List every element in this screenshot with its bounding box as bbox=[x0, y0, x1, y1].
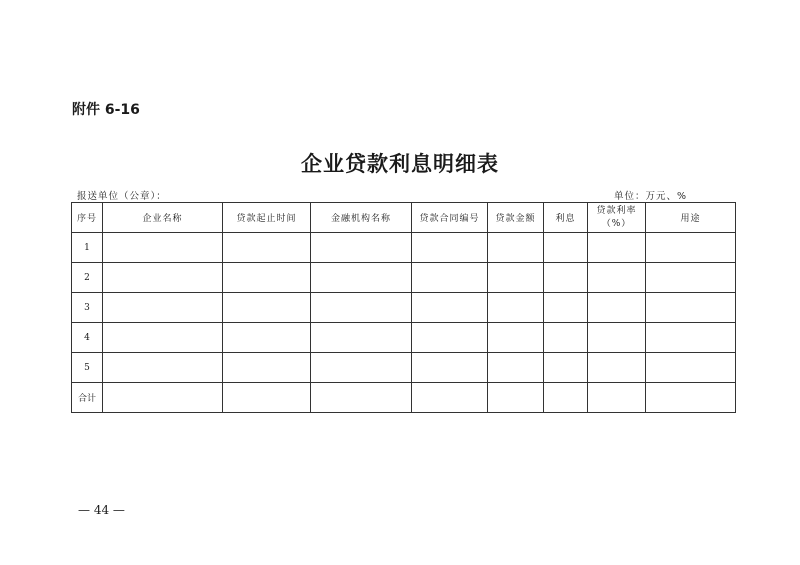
company-name-cell bbox=[103, 293, 223, 323]
purpose-cell bbox=[646, 293, 736, 323]
table-header bbox=[72, 203, 736, 233]
interest-cell bbox=[544, 233, 588, 263]
loan-amount-cell bbox=[488, 263, 544, 293]
table-row bbox=[72, 233, 736, 263]
header-cell-company-name: 企业名称 bbox=[103, 203, 223, 233]
page-number: — 44 — bbox=[78, 503, 125, 517]
row-index-cell: 2 bbox=[72, 263, 103, 293]
loan-period-cell bbox=[223, 353, 311, 383]
loan-period-cell bbox=[223, 383, 311, 413]
contract-number-cell bbox=[412, 263, 488, 293]
purpose-cell bbox=[646, 383, 736, 413]
table-row bbox=[72, 263, 736, 293]
loan-amount-cell bbox=[488, 293, 544, 323]
interest-rate-cell bbox=[588, 293, 646, 323]
table-row bbox=[72, 293, 736, 323]
institution-name-cell bbox=[311, 263, 412, 293]
unit-label: 单位：万元、% bbox=[614, 191, 688, 202]
institution-name-cell bbox=[311, 293, 412, 323]
interest-cell bbox=[544, 293, 588, 323]
purpose-cell bbox=[646, 233, 736, 263]
reporting-unit-label: 报送单位（公章）： bbox=[77, 191, 167, 202]
header-cell-institution-name: 金融机构名称 bbox=[311, 203, 412, 233]
total-label-cell: 合计 bbox=[72, 383, 103, 413]
loan-period-cell bbox=[223, 263, 311, 293]
header-cell-interest-rate: 贷款利率（%） bbox=[588, 203, 646, 233]
row-index-cell: 1 bbox=[72, 233, 103, 263]
contract-number-cell bbox=[412, 383, 488, 413]
attachment-label: 附件 6-16 bbox=[72, 102, 140, 118]
loan-amount-cell bbox=[488, 233, 544, 263]
purpose-cell bbox=[646, 353, 736, 383]
interest-cell bbox=[544, 353, 588, 383]
row-index-cell: 5 bbox=[72, 353, 103, 383]
contract-number-cell bbox=[412, 233, 488, 263]
purpose-cell bbox=[646, 263, 736, 293]
interest-rate-cell bbox=[588, 323, 646, 353]
company-name-cell bbox=[103, 383, 223, 413]
table-row bbox=[72, 353, 736, 383]
loan-period-cell bbox=[223, 323, 311, 353]
row-index-cell: 3 bbox=[72, 293, 103, 323]
interest-rate-cell bbox=[588, 263, 646, 293]
header-cell-interest: 利息 bbox=[544, 203, 588, 233]
loan-period-cell bbox=[223, 293, 311, 323]
purpose-cell bbox=[646, 323, 736, 353]
loan-amount-cell bbox=[488, 383, 544, 413]
header-cell-loan-period: 贷款起止时间 bbox=[223, 203, 311, 233]
contract-number-cell bbox=[412, 293, 488, 323]
header-cell-contract-number: 贷款合同编号 bbox=[412, 203, 488, 233]
loan-period-cell bbox=[223, 233, 311, 263]
header-cell-index: 序号 bbox=[72, 203, 103, 233]
company-name-cell bbox=[103, 263, 223, 293]
company-name-cell bbox=[103, 353, 223, 383]
loan-interest-table bbox=[71, 202, 736, 413]
page-title: 企业贷款利息明细表 bbox=[301, 151, 499, 176]
header-row bbox=[72, 203, 736, 233]
total-row bbox=[72, 383, 736, 413]
contract-number-cell bbox=[412, 353, 488, 383]
contract-number-cell bbox=[412, 323, 488, 353]
institution-name-cell bbox=[311, 353, 412, 383]
institution-name-cell bbox=[311, 323, 412, 353]
row-index-cell: 4 bbox=[72, 323, 103, 353]
company-name-cell bbox=[103, 233, 223, 263]
interest-cell bbox=[544, 383, 588, 413]
interest-cell bbox=[544, 263, 588, 293]
institution-name-cell bbox=[311, 233, 412, 263]
table-body bbox=[72, 233, 736, 413]
company-name-cell bbox=[103, 323, 223, 353]
interest-rate-cell bbox=[588, 353, 646, 383]
interest-cell bbox=[544, 323, 588, 353]
loan-amount-cell bbox=[488, 323, 544, 353]
interest-rate-cell bbox=[588, 233, 646, 263]
interest-rate-cell bbox=[588, 383, 646, 413]
table-row bbox=[72, 323, 736, 353]
header-cell-purpose: 用途 bbox=[646, 203, 736, 233]
loan-amount-cell bbox=[488, 353, 544, 383]
institution-name-cell bbox=[311, 383, 412, 413]
header-cell-loan-amount: 贷款金额 bbox=[488, 203, 544, 233]
